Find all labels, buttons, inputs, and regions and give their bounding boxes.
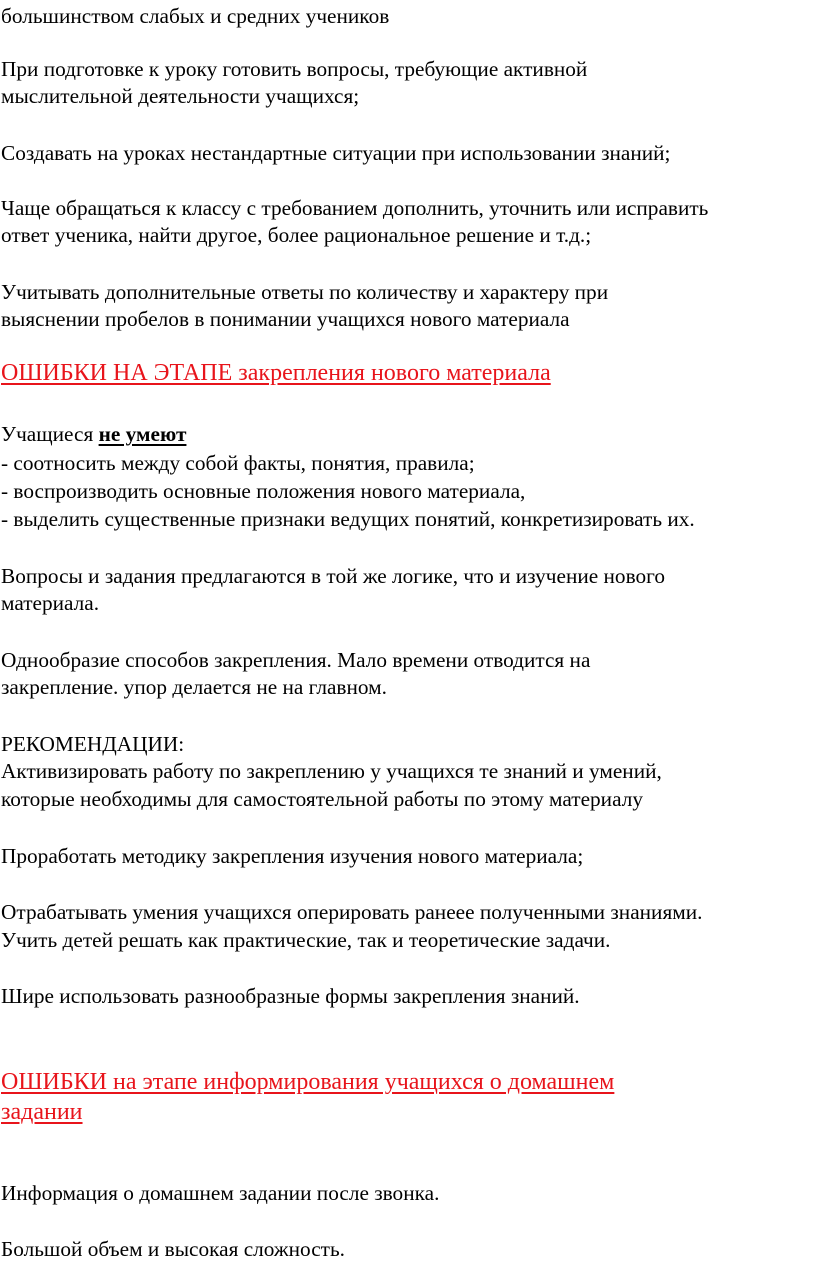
- methodology-line: Проработать методику закрепления изучения нового материала;: [1, 844, 584, 868]
- after-bell-line: Информация о домашнем задании после звонка.: [1, 1181, 440, 1205]
- students-prefix: Учащиеся: [1, 422, 99, 446]
- nonstandard-line: Создавать на уроках нестандартные ситуации при использовании знаний;: [1, 141, 671, 165]
- students-cannot-line: [1, 421, 186, 448]
- cannot-item-3: - выделить существенные признаки ведущих понятий, конкретизировать их.: [1, 507, 695, 531]
- monotony-line-1: Однообразие способов закрепления. Мало времени отводится на: [1, 648, 591, 672]
- heading-homework-errors-line-1: ОШИБКИ на этапе информирования учащихся о домашнем: [1, 1069, 615, 1095]
- cannot-item-1: - соотносить между собой факты, понятия, правила;: [1, 451, 475, 475]
- volume-line: Большой объем и высокая сложность.: [1, 1237, 345, 1261]
- prep-questions-line-1: При подготовке к уроку готовить вопросы, требующие активной: [1, 57, 588, 81]
- prep-questions-line-2: мыслительной деятельности учащихся;: [1, 84, 360, 108]
- heading-consolidation-errors: ОШИБКИ НА ЭТАПЕ закрепления нового материала: [1, 360, 551, 386]
- same-logic-line-1: Вопросы и задания предлагаются в той же логике, что и изучение нового: [1, 564, 665, 588]
- intro-line: большинством слабых и средних учеников: [1, 4, 390, 28]
- monotony-line-2: закрепление. упор делается не на главном.: [1, 675, 387, 699]
- forms-line: Шире использовать разнообразные формы закрепления знаний.: [1, 984, 580, 1008]
- cannot-item-2: - воспроизводить основные положения нового материала,: [1, 479, 526, 503]
- class-requests-line-2: ответ ученика, найти другое, более рациональное решение и т.д.;: [1, 223, 592, 247]
- activate-line-2: которые необходимы для самостоятельной работы по этому материалу: [1, 787, 643, 811]
- heading-homework-errors-line-2: задании: [1, 1099, 83, 1125]
- extra-answers-line-2: выяснении пробелов в понимании учащихся нового материала: [1, 307, 570, 331]
- recommendations-label: РЕКОМЕНДАЦИИ:: [1, 732, 185, 756]
- class-requests-line-1: Чаще обращаться к классу с требованием дополнить, уточнить или исправить: [1, 196, 709, 220]
- extra-answers-line-1: Учитывать дополнительные ответы по количеству и характеру при: [1, 280, 609, 304]
- skills-line-1: Отрабатывать умения учащихся оперировать ранеее полученными знаниями.: [1, 900, 703, 924]
- same-logic-line-2: материала.: [1, 591, 100, 615]
- students-cannot-emphasis: не умеют: [98, 422, 187, 446]
- activate-line-1: Активизировать работу по закреплению у учащихся те знаний и умений,: [1, 759, 662, 783]
- skills-line-2: Учить детей решать как практические, так и теоретические задачи.: [1, 928, 611, 952]
